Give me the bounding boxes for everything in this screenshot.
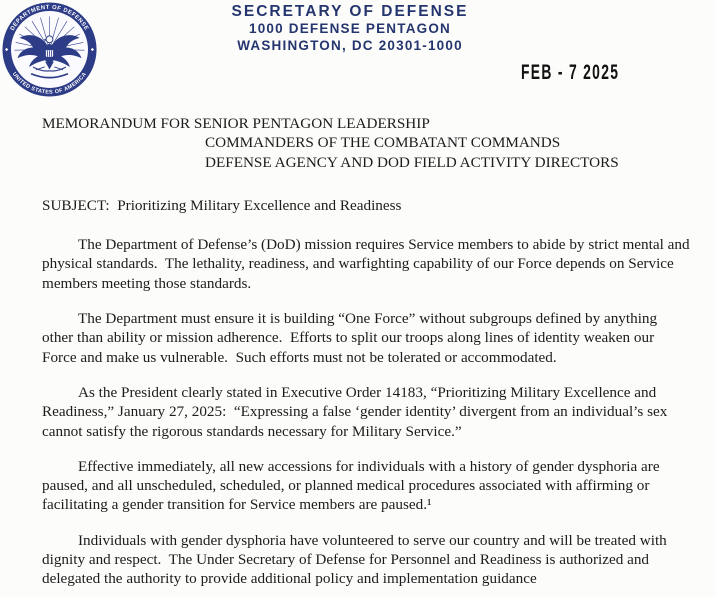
memo-addressee-line: COMMANDERS OF THE COMBATANT COMMANDS	[205, 134, 561, 152]
letterhead	[0, 3, 716, 54]
body-paragraph-4: Effective immediately, all new accessions for individuals with a history of gender dysphoria are paused, and all unscheduled, scheduled, or planned medical procedures associated with affirming or facilitating a gender transition for Service members are paused.¹	[42, 457, 664, 514]
body-paragraph-5: Individuals with gender dysphoria have volunteered to serve our country and will be treated with dignity and respect. The Under Secretary of Defense for Personnel and Readiness is authorized and delegated the authority to provide additional policy and implementation guidance	[42, 531, 671, 588]
letterhead-address2: WASHINGTON, DC 20301-1000	[237, 38, 463, 53]
body-paragraph-1: The Department of Defense’s (DoD) mission requires Service members to abide by strict mental and physical standards. The lethality, readiness, and warfighting capability of our Force depends on Service members meeting those standards.	[42, 236, 694, 292]
memo-addressee-line: MEMORANDUM FOR SENIOR PENTAGON LEADERSHIP	[42, 115, 430, 132]
seal-top-text: DEPARTMENT OF DEFENSE	[9, 4, 90, 32]
date-stamp: FEB - 7 2025	[521, 61, 620, 84]
letterhead-address1: 1000 DEFENSE PENTAGON	[249, 21, 451, 36]
memo-body	[42, 114, 692, 589]
subject-line: SUBJECT: Prioritizing Military Excellence and Readiness	[42, 196, 402, 214]
body-paragraph-3: As the President clearly stated in Executive Order 14183, “Prioritizing Military Excellence and Readiness,” January 27, 2025: “Expressing a false ‘gender identity’ divergent from an individual’s sex cannot satisfy the rigorous standards necessary for Military Service.”	[42, 383, 672, 440]
memo-addressee-block	[42, 114, 692, 172]
body-paragraph-2: The Department must ensure it is building “One Force” without subgroups defined by anything other than ability or mission adherence. Efforts to split our troops along lines of identity weaken our Force and make us vulnerable. Such efforts must not be tolerated or accommodated.	[42, 310, 661, 366]
seal-bottom-text: UNITED STATES OF AMERICA	[10, 71, 89, 96]
memo-addressee-line: DEFENSE AGENCY AND DOD FIELD ACTIVITY DIRECTORS	[205, 153, 619, 171]
letterhead-office: SECRETARY OF DEFENSE	[231, 3, 469, 20]
